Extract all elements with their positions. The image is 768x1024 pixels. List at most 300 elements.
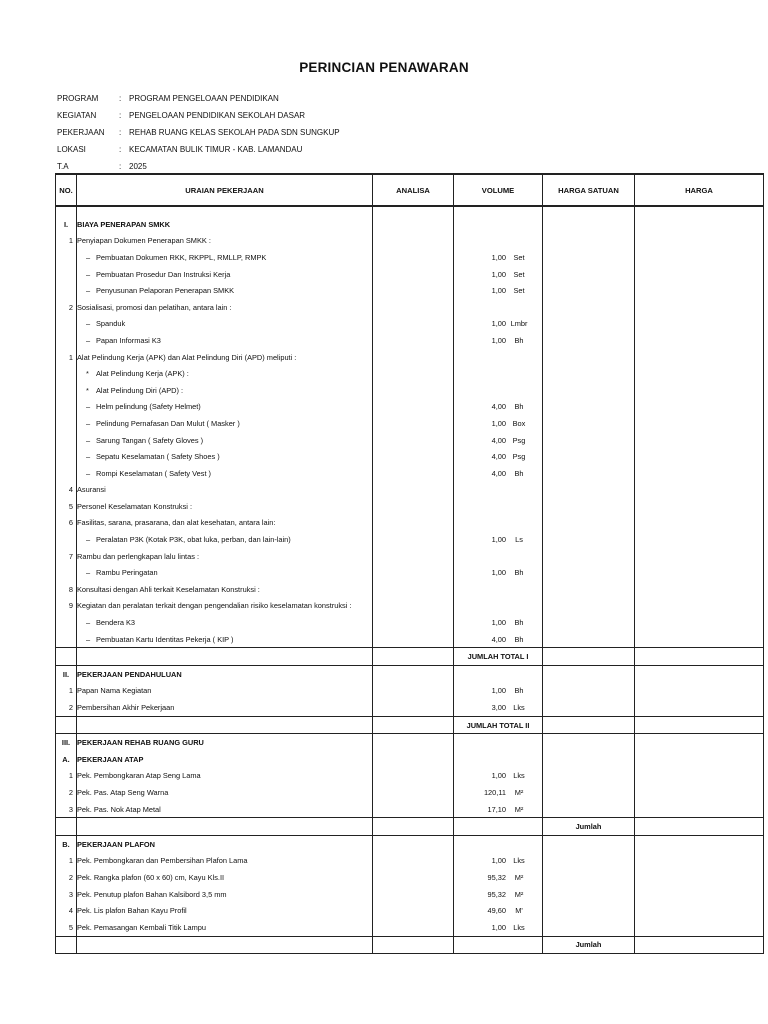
item-volume-cell bbox=[454, 365, 543, 382]
table-row bbox=[56, 465, 764, 482]
bullet-marker: * bbox=[86, 369, 89, 379]
item-description-cell bbox=[77, 498, 373, 515]
item-description-cell bbox=[77, 233, 373, 250]
item-unit: Lmbr bbox=[510, 319, 528, 329]
item-description-cell bbox=[77, 448, 373, 465]
table-row bbox=[56, 382, 764, 399]
item-description: PEKERJAAN REHAB RUANG GURU bbox=[77, 738, 204, 748]
item-analysis bbox=[373, 316, 454, 333]
item-volume-cell bbox=[454, 801, 543, 818]
item-price bbox=[635, 266, 764, 283]
table-total-row bbox=[56, 648, 764, 666]
col-header-unit-price: HARGA SATUAN bbox=[543, 174, 635, 206]
item-number: B. bbox=[56, 835, 77, 852]
item-unit: Set bbox=[513, 269, 525, 279]
item-unit: Bh bbox=[514, 618, 524, 628]
item-unit-price bbox=[543, 699, 635, 716]
item-volume-cell bbox=[454, 465, 543, 482]
item-unit: M' bbox=[515, 906, 523, 916]
bullet-marker: – bbox=[86, 269, 91, 279]
project-info-colon: : bbox=[119, 111, 122, 120]
item-number: 5 bbox=[56, 498, 77, 515]
item-description: Pek. Pemasangan Kembali Titik Lampu bbox=[77, 922, 206, 932]
item-description: Alat Pelindung Kerja (APK) : bbox=[96, 369, 189, 379]
item-unit: Bh bbox=[514, 468, 524, 478]
item-unit: Bh bbox=[514, 568, 524, 578]
item-unit-price bbox=[543, 498, 635, 515]
item-description: Helm pelindung (Safety Helmet) bbox=[96, 402, 201, 412]
item-price bbox=[635, 448, 764, 465]
item-description: PEKERJAAN ATAP bbox=[77, 754, 144, 764]
item-unit: Lks bbox=[513, 856, 525, 866]
bullet-marker: – bbox=[86, 618, 91, 628]
item-volume-cell bbox=[454, 249, 543, 266]
item-volume: 1,00 bbox=[491, 856, 506, 866]
item-number bbox=[56, 564, 77, 581]
item-unit-price bbox=[543, 515, 635, 532]
item-description: Pelindung Pernafasan Dan Mulut ( Masker ) bbox=[96, 418, 240, 428]
item-number bbox=[56, 365, 77, 382]
item-volume-cell bbox=[454, 886, 543, 903]
item-unit-price bbox=[543, 299, 635, 316]
project-info-value: PROGRAM PENGELOAAN PENDIDIKAN bbox=[129, 94, 279, 103]
item-volume-cell bbox=[454, 515, 543, 532]
item-volume: 1,00 bbox=[491, 286, 506, 296]
item-volume: 120,11 bbox=[483, 787, 506, 797]
item-description: PEKERJAAN PLAFON bbox=[77, 839, 156, 849]
item-volume-cell bbox=[454, 216, 543, 233]
item-description: Pembuatan Kartu Identitas Pekerja ( KIP ) bbox=[96, 634, 234, 644]
item-price bbox=[635, 316, 764, 333]
item-description: BIAYA PENERAPAN SMKK bbox=[77, 219, 171, 229]
item-analysis bbox=[373, 581, 454, 598]
item-analysis bbox=[373, 432, 454, 449]
item-number: 1 bbox=[56, 683, 77, 700]
item-analysis bbox=[373, 919, 454, 936]
item-description-cell bbox=[77, 482, 373, 499]
item-analysis bbox=[373, 801, 454, 818]
table-row bbox=[56, 316, 764, 333]
item-number bbox=[56, 614, 77, 631]
table-row bbox=[56, 886, 764, 903]
item-analysis bbox=[373, 282, 454, 299]
item-unit: Psg bbox=[512, 435, 526, 445]
item-analysis bbox=[373, 666, 454, 683]
item-number bbox=[56, 465, 77, 482]
bullet-marker: – bbox=[86, 468, 91, 478]
bullet-marker: – bbox=[86, 568, 91, 578]
item-number bbox=[56, 282, 77, 299]
item-description-cell bbox=[77, 598, 373, 615]
project-info-value: KECAMATAN BULIK TIMUR - KAB. LAMANDAU bbox=[129, 145, 303, 154]
item-volume: 1,00 bbox=[491, 922, 506, 932]
item-price bbox=[635, 349, 764, 366]
item-analysis bbox=[373, 531, 454, 548]
item-description-cell bbox=[77, 515, 373, 532]
table-row bbox=[56, 548, 764, 565]
project-info-label: PEKERJAAN bbox=[57, 128, 105, 137]
table-row bbox=[56, 683, 764, 700]
item-price bbox=[635, 581, 764, 598]
table-row bbox=[56, 432, 764, 449]
item-description-cell bbox=[77, 614, 373, 631]
item-description: Pembuatan Prosedur Dan Instruksi Kerja bbox=[96, 269, 231, 279]
item-volume: 4,00 bbox=[491, 468, 506, 478]
table-row bbox=[56, 699, 764, 716]
item-description-cell bbox=[77, 266, 373, 283]
bullet-marker: – bbox=[86, 535, 91, 545]
item-analysis bbox=[373, 415, 454, 432]
item-volume: 1,00 bbox=[491, 319, 506, 329]
item-description-cell bbox=[77, 886, 373, 903]
item-number bbox=[56, 432, 77, 449]
item-volume-cell bbox=[454, 266, 543, 283]
project-info-value: PENGELOAAN PENDIDIKAN SEKOLAH DASAR bbox=[129, 111, 306, 120]
item-unit-price bbox=[543, 869, 635, 886]
item-unit: M² bbox=[514, 787, 524, 797]
item-description-cell bbox=[77, 548, 373, 565]
item-analysis bbox=[373, 515, 454, 532]
table-row bbox=[56, 581, 764, 598]
table-row bbox=[56, 233, 764, 250]
item-unit-price bbox=[543, 631, 635, 648]
item-analysis bbox=[373, 482, 454, 499]
item-description: Kegiatan dan peralatan terkait dengan pengendalian risiko keselamatan konstruksi : bbox=[77, 601, 352, 611]
item-number bbox=[56, 332, 77, 349]
item-unit-price bbox=[543, 233, 635, 250]
item-volume-cell bbox=[454, 683, 543, 700]
table-row bbox=[56, 801, 764, 818]
item-unit-price bbox=[543, 734, 635, 751]
table-row bbox=[56, 666, 764, 683]
item-unit-price bbox=[543, 448, 635, 465]
project-info-row bbox=[57, 107, 340, 124]
item-volume-cell bbox=[454, 919, 543, 936]
item-description: Papan Nama Kegiatan bbox=[77, 686, 152, 696]
item-volume: 1,00 bbox=[491, 335, 506, 345]
item-description: Pek. Pas. Nok Atap Metal bbox=[77, 804, 161, 814]
table-row bbox=[56, 415, 764, 432]
item-volume-cell bbox=[454, 332, 543, 349]
project-info-label: LOKASI bbox=[57, 145, 86, 154]
item-number: A. bbox=[56, 751, 77, 768]
item-price bbox=[635, 853, 764, 870]
item-price bbox=[635, 614, 764, 631]
table-row bbox=[56, 631, 764, 648]
item-number: 9 bbox=[56, 598, 77, 615]
item-price bbox=[635, 515, 764, 532]
item-unit: Lks bbox=[513, 771, 525, 781]
item-number: 1 bbox=[56, 853, 77, 870]
item-unit-price bbox=[543, 531, 635, 548]
item-volume-cell bbox=[454, 548, 543, 565]
document-title: PERINCIAN PENAWARAN bbox=[299, 60, 469, 75]
table-row bbox=[56, 902, 764, 919]
item-volume-cell bbox=[454, 631, 543, 648]
item-unit-price bbox=[543, 548, 635, 565]
table-total-row bbox=[56, 818, 764, 836]
item-unit-price bbox=[543, 751, 635, 768]
item-description-cell bbox=[77, 631, 373, 648]
item-description: Pembuatan Dokumen RKK, RKPPL, RMLLP, RMPK bbox=[96, 252, 267, 262]
item-volume-cell bbox=[454, 614, 543, 631]
item-description: Alat Pelindung Diri (APD) : bbox=[96, 385, 184, 395]
item-volume-cell bbox=[454, 415, 543, 432]
project-info-colon: : bbox=[119, 162, 122, 171]
item-description: Fasilitas, sarana, prasarana, dan alat kesehatan, antara lain: bbox=[77, 518, 276, 528]
item-analysis bbox=[373, 614, 454, 631]
table-row bbox=[56, 614, 764, 631]
item-unit: M² bbox=[514, 872, 524, 882]
item-price bbox=[635, 249, 764, 266]
item-volume-cell bbox=[454, 448, 543, 465]
item-description: Konsultasi dengan Ahli terkait Keselamatan Konstruksi : bbox=[77, 584, 260, 594]
item-analysis bbox=[373, 399, 454, 416]
item-volume-cell bbox=[454, 531, 543, 548]
item-number: 3 bbox=[56, 801, 77, 818]
item-description: Bendera K3 bbox=[96, 618, 136, 628]
item-description-cell bbox=[77, 801, 373, 818]
item-volume: 95,32 bbox=[487, 889, 506, 899]
item-price bbox=[635, 902, 764, 919]
table-row bbox=[56, 835, 764, 852]
item-description-cell bbox=[77, 216, 373, 233]
item-unit-price bbox=[543, 365, 635, 382]
item-price bbox=[635, 801, 764, 818]
table-row bbox=[56, 448, 764, 465]
item-analysis bbox=[373, 699, 454, 716]
item-number bbox=[56, 249, 77, 266]
item-volume-cell bbox=[454, 482, 543, 499]
item-unit-price bbox=[543, 349, 635, 366]
project-info-label: T.A bbox=[57, 162, 69, 171]
item-price bbox=[635, 365, 764, 382]
item-description-cell bbox=[77, 683, 373, 700]
col-header-price: HARGA bbox=[635, 174, 764, 206]
item-description-cell bbox=[77, 564, 373, 581]
item-unit-price bbox=[543, 666, 635, 683]
item-description-cell bbox=[77, 751, 373, 768]
item-analysis bbox=[373, 332, 454, 349]
item-description: Pek. Rangka plafon (60 x 60) cm, Kayu Kls.II bbox=[77, 872, 225, 882]
item-volume: 95,32 bbox=[487, 872, 506, 882]
item-description-cell bbox=[77, 853, 373, 870]
item-price bbox=[635, 415, 764, 432]
item-description-cell bbox=[77, 699, 373, 716]
table-row bbox=[56, 784, 764, 801]
item-volume: 1,00 bbox=[491, 686, 506, 696]
item-description-cell bbox=[77, 902, 373, 919]
project-info-row bbox=[57, 90, 340, 107]
bullet-marker: – bbox=[86, 634, 91, 644]
item-volume: 3,00 bbox=[491, 703, 506, 713]
item-number: 1 bbox=[56, 233, 77, 250]
table-row bbox=[56, 216, 764, 233]
table-row bbox=[56, 365, 764, 382]
table-row bbox=[56, 399, 764, 416]
item-unit-price bbox=[543, 249, 635, 266]
item-price bbox=[635, 332, 764, 349]
item-volume-cell bbox=[454, 299, 543, 316]
item-description: Rambu Peringatan bbox=[96, 568, 158, 578]
item-description-cell bbox=[77, 249, 373, 266]
item-number bbox=[56, 399, 77, 416]
item-analysis bbox=[373, 751, 454, 768]
bullet-marker: – bbox=[86, 418, 91, 428]
item-unit: Bh bbox=[514, 402, 524, 412]
table-row bbox=[56, 751, 764, 768]
item-price bbox=[635, 216, 764, 233]
item-volume-cell bbox=[454, 902, 543, 919]
item-description-cell bbox=[77, 835, 373, 852]
item-description-cell bbox=[77, 316, 373, 333]
bullet-marker: – bbox=[86, 286, 91, 296]
item-unit-price bbox=[543, 784, 635, 801]
item-volume-cell bbox=[454, 233, 543, 250]
total-label: JUMLAH TOTAL II bbox=[454, 716, 543, 734]
item-unit: Set bbox=[513, 252, 525, 262]
table-row bbox=[56, 853, 764, 870]
item-price bbox=[635, 233, 764, 250]
project-info-value: REHAB RUANG KELAS SEKOLAH PADA SDN SUNGKUP bbox=[129, 128, 340, 137]
table-row bbox=[56, 482, 764, 499]
item-description: Pek. Lis plafon Bahan Kayu Profil bbox=[77, 906, 187, 916]
item-unit-price bbox=[543, 482, 635, 499]
item-unit-price bbox=[543, 282, 635, 299]
item-unit-price bbox=[543, 415, 635, 432]
item-unit-price bbox=[543, 564, 635, 581]
item-number: 4 bbox=[56, 902, 77, 919]
item-analysis bbox=[373, 349, 454, 366]
item-analysis bbox=[373, 886, 454, 903]
item-number bbox=[56, 415, 77, 432]
item-analysis bbox=[373, 216, 454, 233]
item-unit-price bbox=[543, 801, 635, 818]
total-label: Jumlah bbox=[543, 936, 635, 954]
item-analysis bbox=[373, 249, 454, 266]
bullet-marker: – bbox=[86, 435, 91, 445]
bullet-marker: – bbox=[86, 452, 91, 462]
item-analysis bbox=[373, 465, 454, 482]
item-unit: M² bbox=[514, 804, 524, 814]
item-volume-cell bbox=[454, 751, 543, 768]
item-number: 2 bbox=[56, 699, 77, 716]
item-analysis bbox=[373, 266, 454, 283]
bullet-marker: – bbox=[86, 402, 91, 412]
col-header-volume: VOLUME bbox=[454, 174, 543, 206]
item-number: 2 bbox=[56, 869, 77, 886]
item-volume: 4,00 bbox=[491, 402, 506, 412]
item-unit-price bbox=[543, 216, 635, 233]
item-description-cell bbox=[77, 666, 373, 683]
table-row bbox=[56, 498, 764, 515]
item-number: 1 bbox=[56, 349, 77, 366]
item-volume-cell bbox=[454, 784, 543, 801]
item-price bbox=[635, 919, 764, 936]
item-volume: 1,00 bbox=[491, 771, 506, 781]
item-price bbox=[635, 399, 764, 416]
col-header-analysis: ANALISA bbox=[373, 174, 454, 206]
item-unit-price bbox=[543, 853, 635, 870]
bullet-marker: – bbox=[86, 319, 91, 329]
item-price bbox=[635, 734, 764, 751]
item-number: 2 bbox=[56, 299, 77, 316]
item-description-cell bbox=[77, 415, 373, 432]
item-unit-price bbox=[543, 465, 635, 482]
item-number bbox=[56, 316, 77, 333]
item-number: 3 bbox=[56, 886, 77, 903]
project-info-colon: : bbox=[119, 145, 122, 154]
item-unit: Bh bbox=[514, 686, 524, 696]
project-info-value: 2025 bbox=[129, 162, 147, 171]
item-volume: 49,60 bbox=[487, 906, 506, 916]
item-volume-cell bbox=[454, 282, 543, 299]
table-row bbox=[56, 299, 764, 316]
item-description-cell bbox=[77, 768, 373, 785]
item-volume: 4,00 bbox=[491, 435, 506, 445]
item-price bbox=[635, 835, 764, 852]
project-info-colon: : bbox=[119, 128, 122, 137]
col-header-no: NO. bbox=[56, 174, 77, 206]
item-description-cell bbox=[77, 784, 373, 801]
item-description: Sosialisasi, promosi dan pelatihan, antara lain : bbox=[77, 302, 232, 312]
table-row bbox=[56, 598, 764, 615]
table-row bbox=[56, 869, 764, 886]
item-price bbox=[635, 282, 764, 299]
item-price bbox=[635, 299, 764, 316]
item-number bbox=[56, 531, 77, 548]
table-row bbox=[56, 266, 764, 283]
item-unit-price bbox=[543, 835, 635, 852]
item-analysis bbox=[373, 598, 454, 615]
item-description-cell bbox=[77, 299, 373, 316]
item-description-cell bbox=[77, 382, 373, 399]
item-unit: Bh bbox=[514, 634, 524, 644]
item-unit-price bbox=[543, 332, 635, 349]
item-description-cell bbox=[77, 432, 373, 449]
item-description: Rompi Keselamatan ( Safety Vest ) bbox=[96, 468, 212, 478]
table-header bbox=[56, 174, 764, 206]
item-price bbox=[635, 784, 764, 801]
item-volume-cell bbox=[454, 835, 543, 852]
item-unit: Box bbox=[512, 418, 526, 428]
item-price bbox=[635, 498, 764, 515]
table-row bbox=[56, 531, 764, 548]
item-number: 2 bbox=[56, 784, 77, 801]
item-unit-price bbox=[543, 886, 635, 903]
item-volume-cell bbox=[454, 699, 543, 716]
item-volume-cell bbox=[454, 853, 543, 870]
item-number: 4 bbox=[56, 482, 77, 499]
item-description: Sarung Tangan ( Safety Gloves ) bbox=[96, 435, 204, 445]
item-number: 1 bbox=[56, 768, 77, 785]
item-analysis bbox=[373, 564, 454, 581]
item-description: PEKERJAAN PENDAHULUAN bbox=[77, 669, 182, 679]
item-unit-price bbox=[543, 266, 635, 283]
item-price bbox=[635, 768, 764, 785]
item-description-cell bbox=[77, 581, 373, 598]
offer-detail-table bbox=[55, 173, 764, 954]
table-row bbox=[56, 734, 764, 751]
item-analysis bbox=[373, 853, 454, 870]
item-description-cell bbox=[77, 332, 373, 349]
bullet-marker: – bbox=[86, 252, 91, 262]
item-price bbox=[635, 631, 764, 648]
item-volume-cell bbox=[454, 564, 543, 581]
item-analysis bbox=[373, 683, 454, 700]
item-analysis bbox=[373, 631, 454, 648]
item-number: III. bbox=[56, 734, 77, 751]
